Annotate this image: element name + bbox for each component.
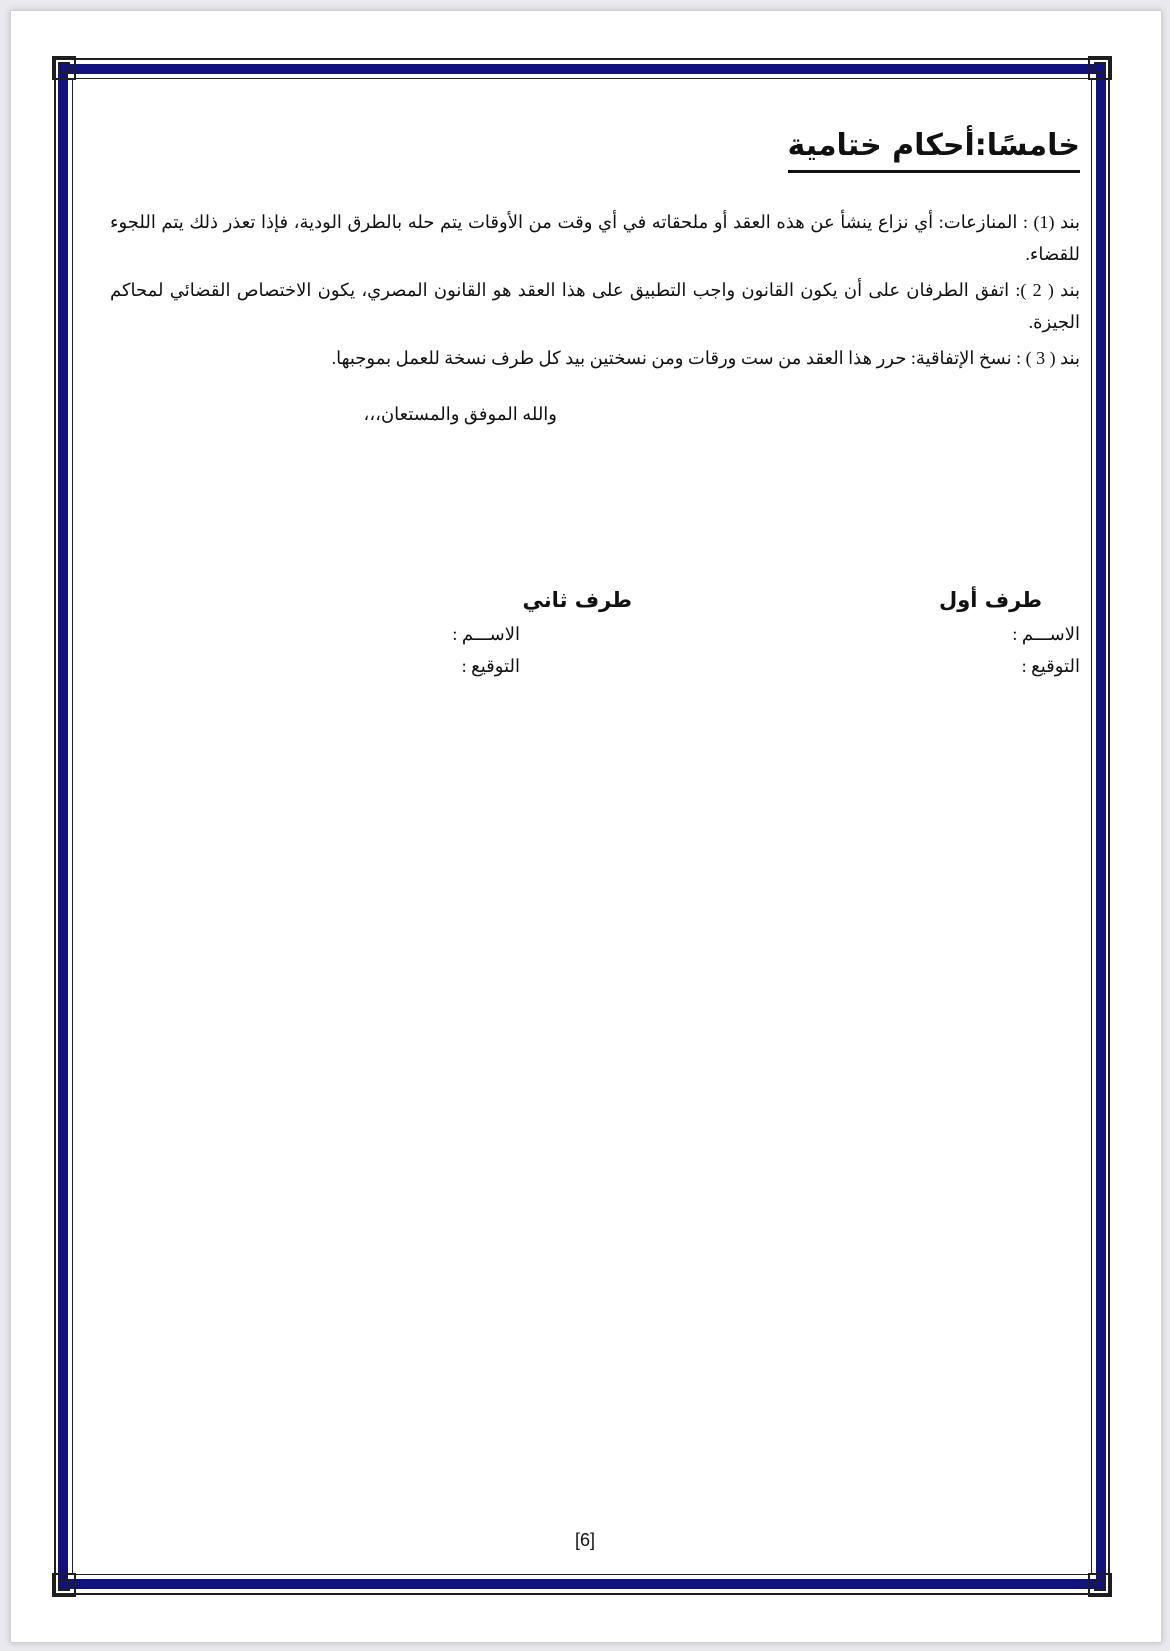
border-corner-bottom-right bbox=[1088, 1573, 1112, 1597]
party-second-title: طرف ثاني bbox=[522, 588, 632, 612]
party-first-name-label: الاســـم : bbox=[1012, 624, 1080, 644]
party-second-name-label: الاســـم : bbox=[452, 624, 520, 644]
border-corner-bottom-left bbox=[52, 1573, 76, 1597]
party-first-signature-label: التوقيع : bbox=[1021, 656, 1080, 676]
party-second-signature-block bbox=[280, 588, 632, 682]
page-number: [6] bbox=[574, 1530, 595, 1550]
party-first-signature-block bbox=[840, 588, 1080, 682]
clause-2: بند ( 2 ): اتفق الطرفان على أن يكون القانون واجب التطبيق على هذا العقد هو القانون المصري، يكون الاختصاص القضائي لمحاكم الجيزة. bbox=[110, 280, 1080, 332]
section-heading: خامسًا:أحكام ختامية bbox=[788, 124, 1080, 173]
party-second-signature-label: التوقيع : bbox=[461, 656, 520, 676]
closing-line: والله الموفق والمستعان،،، bbox=[363, 404, 557, 424]
clause-3: بند ( 3 ) : نسخ الإتفاقية: حرر هذا العقد من ست ورقات ومن نسختين بيد كل طرف نسخة للعمل بموجبها. bbox=[331, 348, 1080, 368]
border-corner-top-right bbox=[1088, 56, 1112, 80]
party-first-title: طرف أول bbox=[938, 588, 1042, 612]
border-corner-top-left bbox=[52, 56, 76, 80]
clause-1: بند (1) : المنازعات: أي نزاع ينشأ عن هذه العقد أو ملحقاته في أي وقت من الأوقات يتم حله بالطرق الودية، فإذا تعذر ذلك يتم اللجوء للقضاء. bbox=[110, 212, 1080, 264]
